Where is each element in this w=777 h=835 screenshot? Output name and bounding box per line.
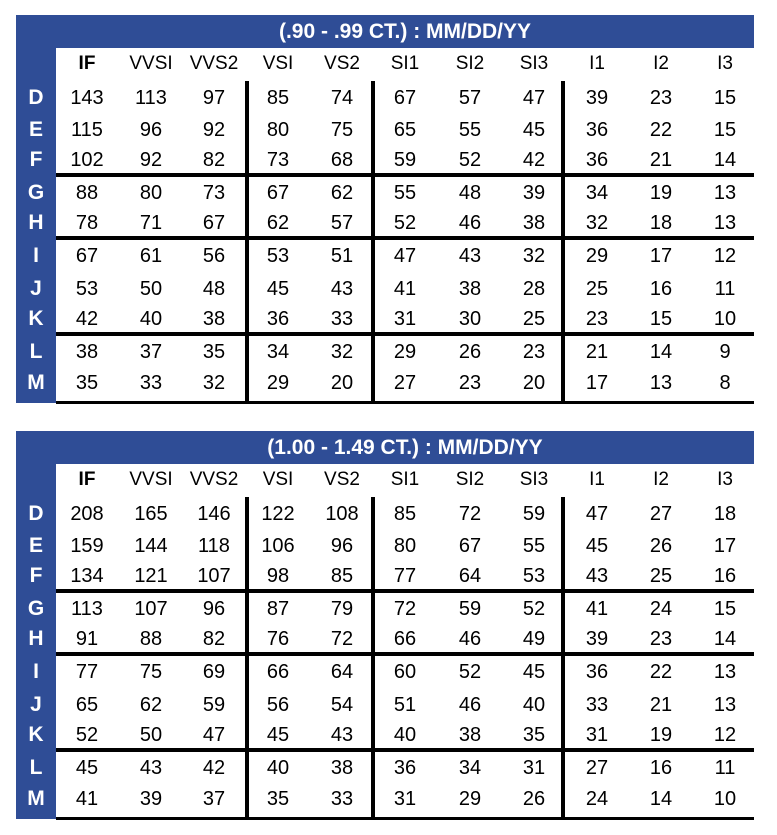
column-header: VS2: [324, 469, 360, 490]
price-cell: 12: [713, 724, 737, 746]
price-cell: 159: [70, 535, 104, 557]
column-header: IF: [78, 53, 96, 74]
column-header: SI2: [455, 469, 485, 490]
color-grade-label: D: [28, 86, 44, 109]
price-cell: 21: [649, 694, 673, 716]
price-cell: 33: [585, 694, 609, 716]
price-cell: 59: [458, 598, 482, 620]
price-cell: 34: [266, 341, 290, 363]
price-cell: 13: [649, 372, 673, 394]
price-cell: 26: [458, 341, 482, 363]
price-cell: 50: [139, 278, 163, 300]
price-cell: 31: [393, 788, 417, 810]
price-cell: 43: [458, 245, 482, 267]
price-cell: 33: [139, 372, 163, 394]
price-cell: 36: [585, 149, 609, 171]
price-cell: 144: [134, 535, 168, 557]
price-cell: 96: [139, 119, 163, 141]
price-cell: 38: [458, 278, 482, 300]
price-cell: 46: [458, 628, 482, 650]
color-grade-label: H: [28, 627, 44, 650]
column-header: IF: [78, 469, 96, 490]
price-cell: 49: [522, 628, 546, 650]
price-cell: 96: [330, 535, 354, 557]
column-header: SI1: [390, 53, 420, 74]
price-cell: 13: [713, 694, 737, 716]
color-grade-label: J: [30, 277, 42, 300]
color-grade-label: H: [28, 211, 44, 234]
price-cell: 39: [139, 788, 163, 810]
color-grade-label: F: [29, 564, 43, 587]
price-cell: 102: [70, 149, 104, 171]
price-cell: 40: [393, 724, 417, 746]
price-cell: 25: [649, 565, 673, 587]
price-cell: 38: [75, 341, 99, 363]
price-cell: 40: [266, 757, 290, 779]
price-cell: 48: [458, 182, 482, 204]
price-cell: 53: [522, 565, 546, 587]
color-grade-label: F: [29, 148, 43, 171]
price-cell: 79: [330, 598, 354, 620]
price-cell: 10: [713, 308, 737, 330]
price-cell: 18: [649, 212, 673, 234]
price-cell: 47: [522, 87, 546, 109]
price-cell: 59: [522, 503, 546, 525]
price-cell: 77: [393, 565, 417, 587]
price-cell: 60: [393, 661, 417, 683]
column-header: VS2: [324, 53, 360, 74]
color-grade-label: I: [33, 660, 39, 683]
color-grade-label: I: [33, 244, 39, 267]
price-cell: 64: [330, 661, 354, 683]
price-cell: 32: [522, 245, 546, 267]
price-cell: 36: [585, 661, 609, 683]
price-cell: 108: [325, 503, 359, 525]
price-cell: 45: [266, 278, 290, 300]
price-cell: 39: [522, 182, 546, 204]
price-cell: 85: [330, 565, 354, 587]
price-cell: 57: [330, 212, 354, 234]
price-cell: 87: [266, 598, 290, 620]
price-cell: 52: [458, 149, 482, 171]
color-grade-label: L: [29, 756, 43, 779]
price-cell: 92: [139, 149, 163, 171]
price-cell: 18: [713, 503, 737, 525]
price-cell: 165: [134, 503, 168, 525]
price-cell: 80: [266, 119, 290, 141]
price-cell: 40: [139, 308, 163, 330]
price-cell: 59: [202, 694, 226, 716]
price-cell: 39: [585, 87, 609, 109]
price-cell: 69: [202, 661, 226, 683]
price-cell: 15: [713, 87, 737, 109]
price-cell: 56: [202, 245, 226, 267]
column-header: VSI: [262, 469, 294, 490]
price-cell: 107: [197, 565, 231, 587]
price-cell: 40: [522, 694, 546, 716]
price-cell: 48: [202, 278, 226, 300]
price-cell: 65: [75, 694, 99, 716]
price-cell: 47: [202, 724, 226, 746]
price-cell: 37: [202, 788, 226, 810]
column-header: VVSI: [129, 53, 173, 74]
price-cell: 25: [522, 308, 546, 330]
column-header: VVS2: [189, 469, 239, 490]
price-cell: 76: [266, 628, 290, 650]
price-cell: 31: [393, 308, 417, 330]
column-header: SI1: [390, 469, 420, 490]
price-cell: 24: [649, 598, 673, 620]
price-cell: 43: [330, 724, 354, 746]
price-cell: 208: [70, 503, 104, 525]
price-cell: 42: [522, 149, 546, 171]
price-cell: 74: [330, 87, 354, 109]
price-cell: 14: [649, 788, 673, 810]
price-cell: 67: [75, 245, 99, 267]
price-cell: 52: [75, 724, 99, 746]
price-cell: 29: [458, 788, 482, 810]
price-cell: 15: [713, 119, 737, 141]
grid-title: (.90 - .99 CT.) : MM/DD/YY: [16, 15, 754, 48]
price-cell: 77: [75, 661, 99, 683]
price-cell: 34: [585, 182, 609, 204]
price-cell: 57: [458, 87, 482, 109]
price-cell: 41: [585, 598, 609, 620]
price-cell: 29: [393, 341, 417, 363]
column-header: I3: [717, 469, 733, 490]
color-grade-label: G: [27, 181, 45, 204]
price-cell: 91: [75, 628, 99, 650]
price-cell: 85: [393, 503, 417, 525]
price-cell: 73: [266, 149, 290, 171]
price-cell: 34: [458, 757, 482, 779]
price-cell: 27: [393, 372, 417, 394]
price-cell: 9: [719, 341, 731, 363]
price-cell: 13: [713, 182, 737, 204]
price-cell: 12: [713, 245, 737, 267]
color-grade-label: L: [29, 340, 43, 363]
price-cell: 67: [202, 212, 226, 234]
price-cell: 62: [330, 182, 354, 204]
price-cell: 55: [458, 119, 482, 141]
price-cell: 21: [649, 149, 673, 171]
price-cell: 20: [330, 372, 354, 394]
price-cell: 23: [649, 87, 673, 109]
price-cell: 11: [714, 757, 736, 779]
price-cell: 17: [713, 535, 737, 557]
column-header: I2: [653, 469, 669, 490]
price-cell: 20: [522, 372, 546, 394]
price-cell: 51: [393, 694, 417, 716]
price-cell: 113: [71, 598, 103, 620]
price-cell: 72: [458, 503, 482, 525]
color-grade-label: E: [28, 534, 43, 557]
price-cell: 55: [522, 535, 546, 557]
price-cell: 72: [393, 598, 417, 620]
price-cell: 53: [75, 278, 99, 300]
column-header: VVSI: [129, 469, 173, 490]
price-table: [56, 48, 754, 403]
color-grade-label: E: [28, 118, 43, 141]
price-cell: 61: [139, 245, 163, 267]
price-cell: 146: [197, 503, 231, 525]
price-grid-090-099: [16, 15, 754, 403]
color-grade-label: M: [27, 371, 45, 394]
price-grid-100-149: [16, 431, 754, 819]
price-cell: 80: [393, 535, 417, 557]
price-cell: 29: [266, 372, 290, 394]
color-grade-label: J: [30, 693, 42, 716]
price-cell: 14: [713, 149, 737, 171]
price-cell: 52: [458, 661, 482, 683]
price-cell: 15: [713, 598, 737, 620]
table-bottom-border: [56, 401, 754, 404]
price-cell: 23: [458, 372, 482, 394]
price-cell: 8: [719, 372, 731, 394]
price-cell: 39: [585, 628, 609, 650]
price-cell: 24: [585, 788, 609, 810]
price-cell: 62: [266, 212, 290, 234]
column-header: VSI: [262, 53, 294, 74]
price-cell: 88: [139, 628, 163, 650]
price-cell: 62: [139, 694, 163, 716]
column-header: VVS2: [189, 53, 239, 74]
column-header: SI2: [455, 53, 485, 74]
price-cell: 52: [393, 212, 417, 234]
price-cell: 51: [330, 245, 354, 267]
price-cell: 64: [458, 565, 482, 587]
price-cell: 143: [70, 87, 104, 109]
price-cell: 32: [330, 341, 354, 363]
price-cell: 29: [585, 245, 609, 267]
price-cell: 47: [393, 245, 417, 267]
price-cell: 43: [585, 565, 609, 587]
price-cell: 75: [330, 119, 354, 141]
price-cell: 80: [139, 182, 163, 204]
price-cell: 27: [649, 503, 673, 525]
price-cell: 122: [261, 503, 295, 525]
price-cell: 38: [330, 757, 354, 779]
price-cell: 21: [585, 341, 609, 363]
price-cell: 56: [266, 694, 290, 716]
price-cell: 16: [649, 278, 673, 300]
price-cell: 88: [75, 182, 99, 204]
price-cell: 42: [202, 757, 226, 779]
column-header: SI3: [519, 53, 549, 74]
price-cell: 73: [202, 182, 226, 204]
price-cell: 13: [713, 661, 737, 683]
price-cell: 115: [71, 119, 103, 141]
price-cell: 14: [713, 628, 737, 650]
price-cell: 96: [202, 598, 226, 620]
price-cell: 23: [649, 628, 673, 650]
column-header: I1: [589, 469, 605, 490]
price-cell: 22: [649, 119, 673, 141]
column-header: I3: [717, 53, 733, 74]
price-cell: 66: [266, 661, 290, 683]
price-cell: 97: [202, 87, 226, 109]
price-cell: 82: [202, 149, 226, 171]
price-cell: 36: [393, 757, 417, 779]
price-cell: 33: [330, 788, 354, 810]
color-grade-column: [16, 464, 56, 819]
price-cell: 46: [458, 694, 482, 716]
price-cell: 78: [75, 212, 99, 234]
color-grade-label: G: [27, 597, 45, 620]
price-cell: 36: [266, 308, 290, 330]
price-cell: 38: [202, 308, 226, 330]
price-cell: 25: [585, 278, 609, 300]
price-cell: 32: [585, 212, 609, 234]
price-cell: 27: [585, 757, 609, 779]
price-cell: 35: [266, 788, 290, 810]
price-cell: 54: [330, 694, 354, 716]
price-cell: 22: [649, 661, 673, 683]
price-cell: 82: [202, 628, 226, 650]
column-header: SI3: [519, 469, 549, 490]
price-cell: 67: [393, 87, 417, 109]
price-cell: 33: [330, 308, 354, 330]
price-cell: 75: [139, 661, 163, 683]
price-cell: 72: [330, 628, 354, 650]
price-cell: 10: [713, 788, 737, 810]
price-table: [56, 464, 754, 819]
price-cell: 55: [393, 182, 417, 204]
price-cell: 107: [134, 598, 168, 620]
price-cell: 38: [458, 724, 482, 746]
price-cell: 134: [70, 565, 104, 587]
price-cell: 45: [522, 661, 546, 683]
price-cell: 67: [458, 535, 482, 557]
price-cell: 52: [522, 598, 546, 620]
price-cell: 30: [458, 308, 482, 330]
price-cell: 26: [522, 788, 546, 810]
price-cell: 19: [649, 724, 673, 746]
price-cell: 45: [266, 724, 290, 746]
price-cell: 36: [585, 119, 609, 141]
price-cell: 11: [714, 278, 736, 300]
color-grade-column: [16, 48, 56, 403]
price-cell: 14: [649, 341, 673, 363]
price-cell: 68: [330, 149, 354, 171]
price-cell: 121: [134, 565, 168, 587]
price-cell: 59: [393, 149, 417, 171]
price-cell: 23: [522, 341, 546, 363]
price-cell: 45: [585, 535, 609, 557]
price-cell: 45: [75, 757, 99, 779]
column-header: I1: [589, 53, 605, 74]
price-cell: 38: [522, 212, 546, 234]
price-cell: 41: [75, 788, 99, 810]
price-cell: 37: [139, 341, 163, 363]
color-grade-label: K: [28, 723, 44, 746]
price-cell: 15: [649, 308, 673, 330]
price-cell: 19: [649, 182, 673, 204]
price-cell: 31: [585, 724, 609, 746]
price-cell: 118: [198, 535, 230, 557]
price-cell: 71: [139, 212, 163, 234]
price-cell: 43: [330, 278, 354, 300]
price-cell: 16: [713, 565, 737, 587]
price-cell: 67: [266, 182, 290, 204]
price-cell: 32: [202, 372, 226, 394]
price-cell: 85: [266, 87, 290, 109]
price-cell: 13: [713, 212, 737, 234]
price-cell: 16: [649, 757, 673, 779]
price-cell: 106: [261, 535, 295, 557]
price-cell: 46: [458, 212, 482, 234]
price-cell: 35: [202, 341, 226, 363]
color-grade-label: M: [27, 787, 45, 810]
price-cell: 65: [393, 119, 417, 141]
price-cell: 23: [585, 308, 609, 330]
color-grade-label: K: [28, 307, 44, 330]
price-cell: 17: [649, 245, 673, 267]
price-cell: 98: [266, 565, 290, 587]
price-cell: 50: [139, 724, 163, 746]
price-cell: 41: [393, 278, 417, 300]
price-cell: 92: [202, 119, 226, 141]
price-cell: 113: [135, 87, 167, 109]
price-cell: 47: [585, 503, 609, 525]
price-cell: 43: [139, 757, 163, 779]
price-cell: 35: [75, 372, 99, 394]
column-header: I2: [653, 53, 669, 74]
grid-title: (1.00 - 1.49 CT.) : MM/DD/YY: [16, 431, 754, 464]
price-cell: 28: [522, 278, 546, 300]
price-cell: 26: [649, 535, 673, 557]
table-bottom-border: [56, 817, 754, 820]
color-grade-label: D: [28, 502, 44, 525]
price-cell: 17: [585, 372, 609, 394]
price-cell: 53: [266, 245, 290, 267]
price-cell: 42: [75, 308, 99, 330]
price-cell: 35: [522, 724, 546, 746]
price-cell: 45: [522, 119, 546, 141]
price-cell: 31: [522, 757, 546, 779]
price-cell: 66: [393, 628, 417, 650]
